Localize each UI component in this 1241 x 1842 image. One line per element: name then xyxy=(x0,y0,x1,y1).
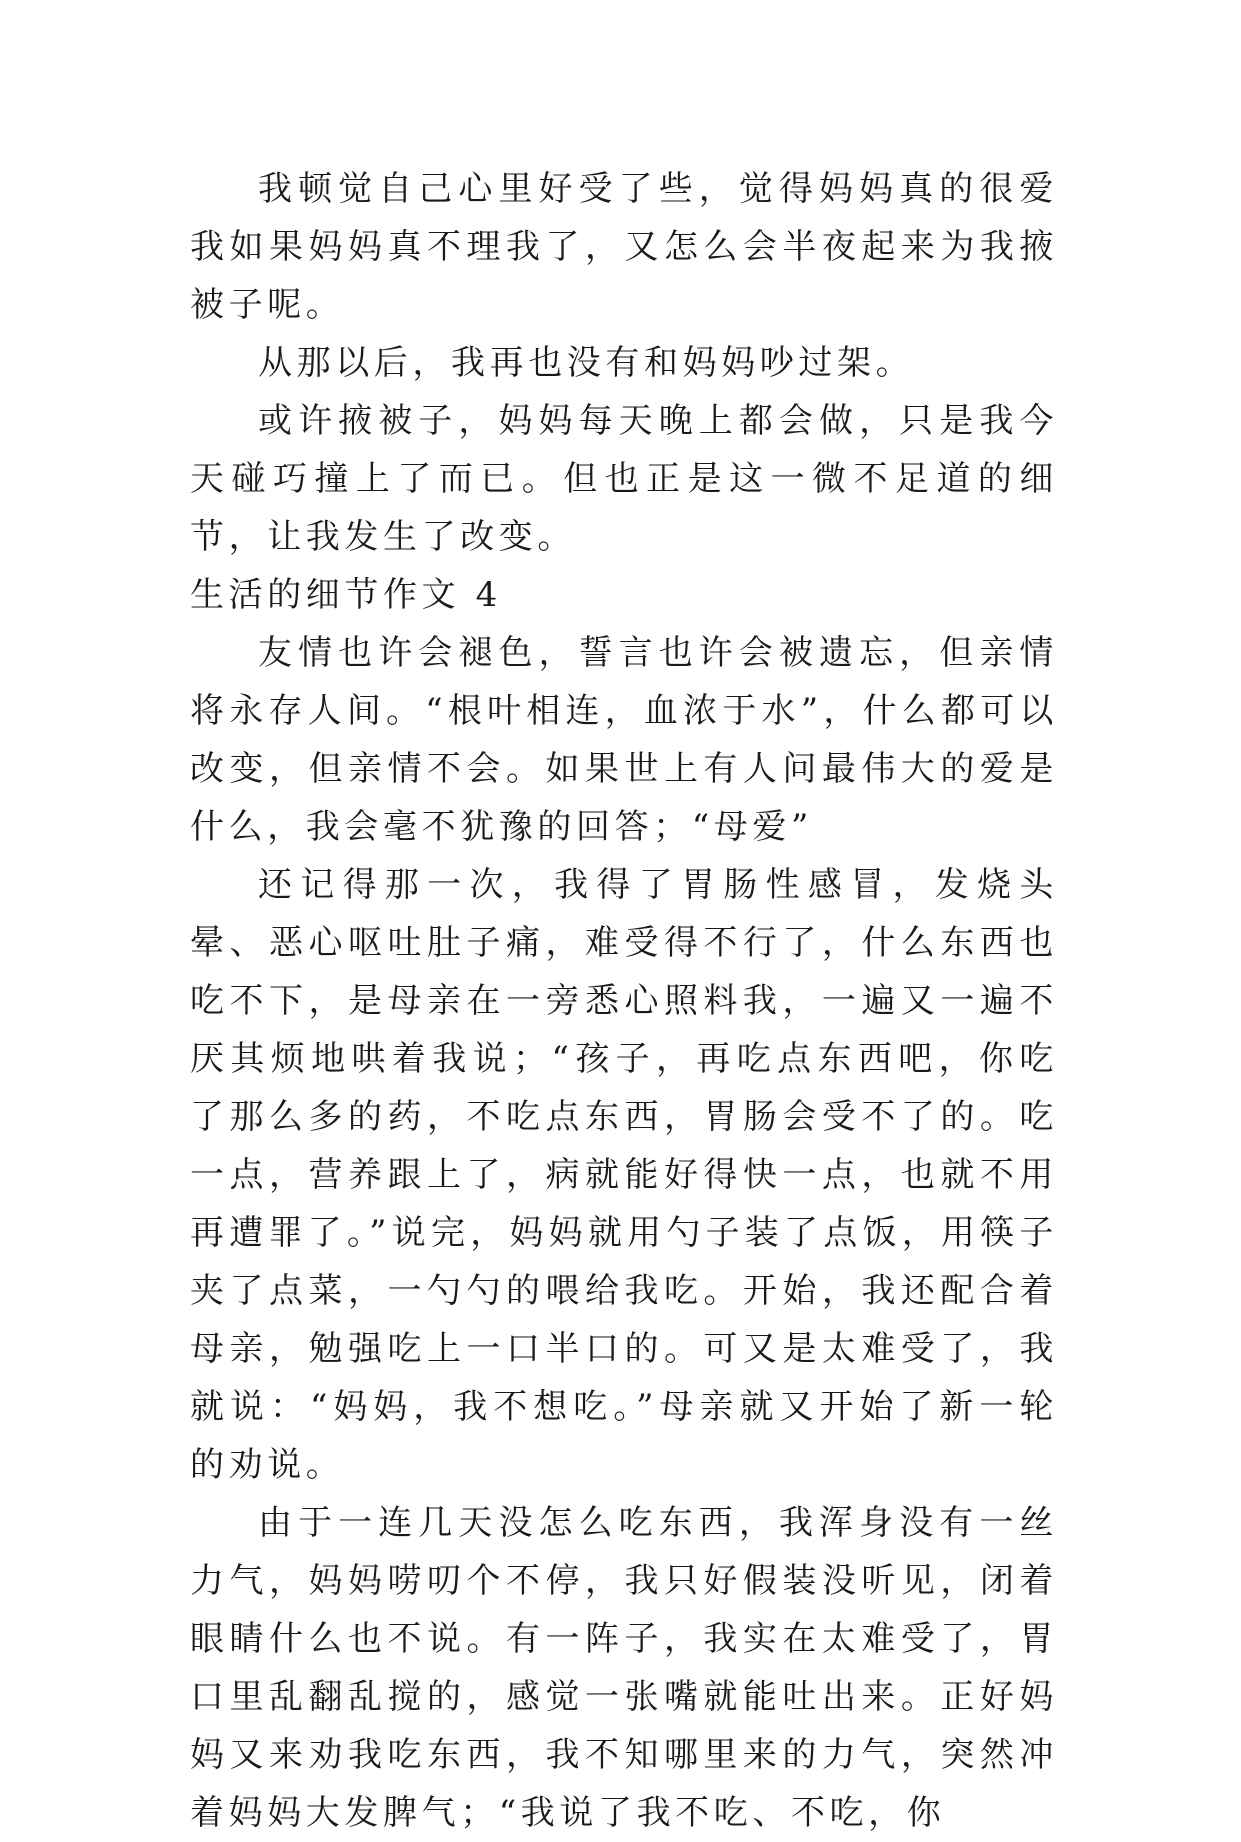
paragraph-3: 或许掖被子，妈妈每天晚上都会做，只是我今天碰巧撞上了而已。但也正是这一微不足道的细节，让我发生了改变。 xyxy=(190,401,1058,557)
paragraph-2: 从那以后，我再也没有和妈妈吵过架。 xyxy=(258,343,915,383)
paragraph-1: 我顿觉自己心里好受了些，觉得妈妈真的很爱我如果妈妈真不理我了，又怎么会半夜起来为我掖被子呢。 xyxy=(190,169,1058,325)
paragraph-6: 由于一连几天没怎么吃东西，我浑身没有一丝力气，妈妈唠叨个不停，我只好假装没听见，闭着眼睛什么也不说。有一阵子，我实在太难受了，胃口里乱翻乱搅的，感觉一张嘴就能吐出来。正好妈妈又来劝我吃东西，我不知哪里来的力气，突然冲着妈妈大发脾气；“我说了我不吃、不吃，你 xyxy=(190,1503,1058,1833)
paragraph-4: 友情也许会褪色，誓言也许会被遗忘，但亲情将永存人间。“根叶相连，血浓于水”，什么都可以改变，但亲情不会。如果世上有人问最伟大的爱是什么，我会毫不犹豫的回答；“母爱” xyxy=(190,633,1058,847)
paragraph-5: 还记得那一次，我得了胃肠性感冒，发烧头晕、恶心呕吐肚子痛，难受得不行了，什么东西也吃不下，是母亲在一旁悉心照料我，一遍又一遍不厌其烦地哄着我说；“孩子，再吃点东西吧，你吃了那么多的药，不吃点东西，胃肠会受不了的。吃一点，营养跟上了，病就能好得快一点，也就不用再遭罪了。”说完，妈妈就用勺子装了点饭，用筷子夹了点菜，一勺勺的喂给我吃。开始，我还配合着母亲，勉强吃上一口半口的。可又是太难受了，我就说：“妈妈，我不想吃。”母亲就又开始了新一轮的劝说。 xyxy=(190,865,1058,1485)
document-body xyxy=(190,160,1058,1842)
section-heading: 生活的细节作文 4 xyxy=(190,575,502,615)
